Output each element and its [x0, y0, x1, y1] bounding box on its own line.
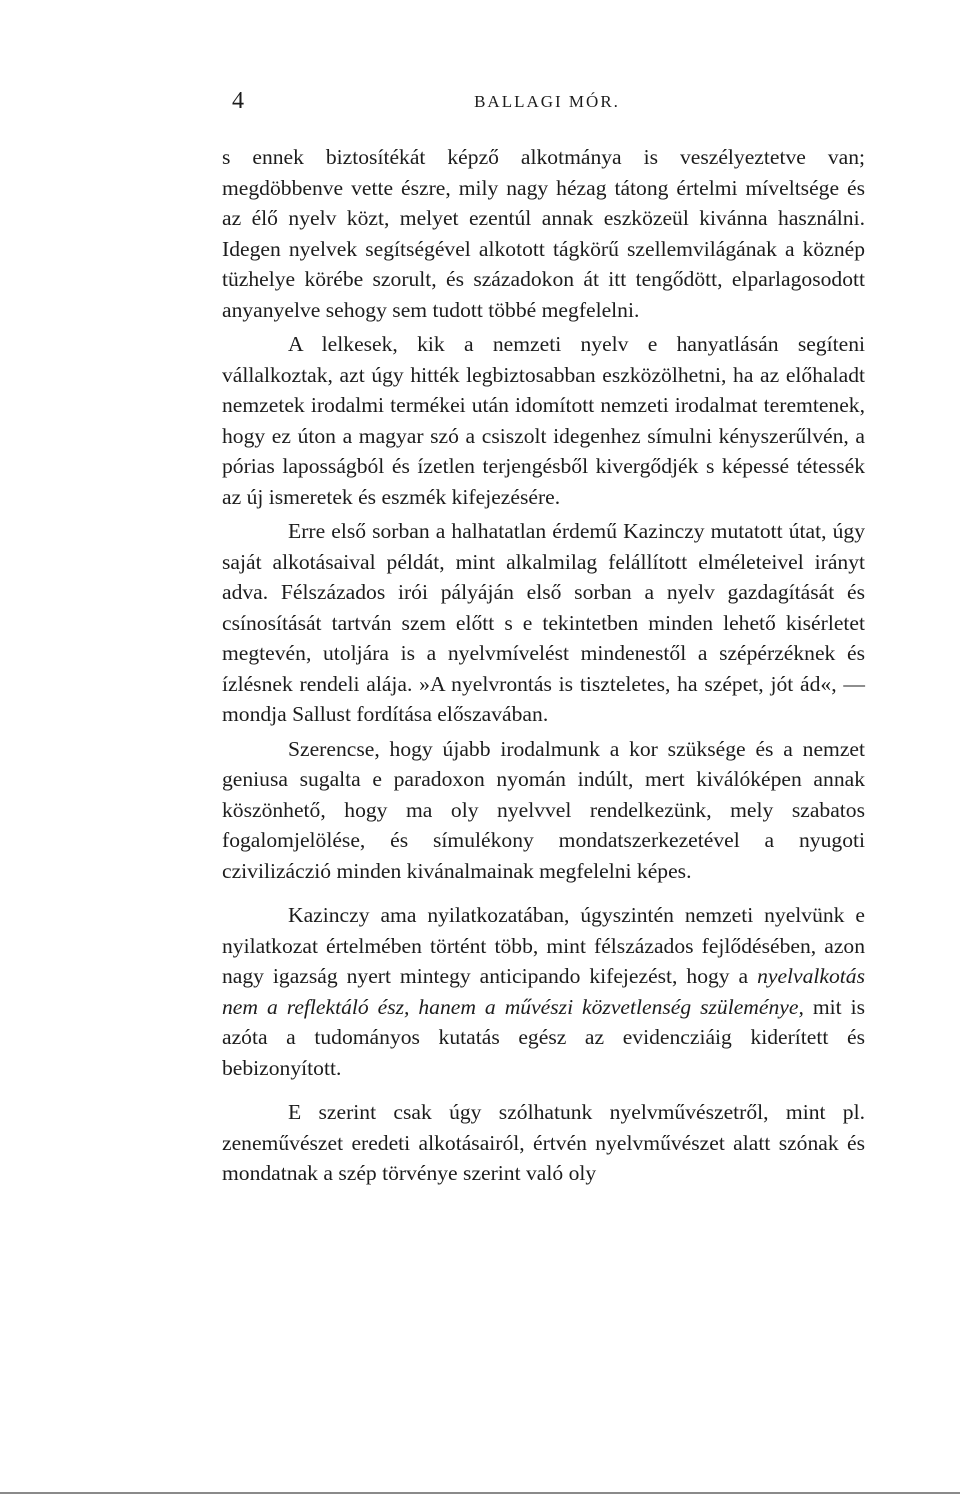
- text-segment: E szerint csak úgy szólhatunk nyelvművészetről, mint pl. zeneművészet eredeti alkotásairól, értvén nyelvművészet alatt szónak és mondatnak a szép törvénye szerint való oly: [222, 1100, 865, 1185]
- text-segment: s ennek biztosítékát képző alkotmánya is veszélyeztetve van; megdöbbenve vette észre, mily nagy hézag tátong értelmi míveltsége és az élő nyelv közt, melyet ezentúl annak eszközeül kivánna használni. Idegen nyelvek segítségével alkotott tágkörű szellemvilágának a köznép tüzhelye körébe szorult, és századokon át itt tengődött, elparlagosodott anyanyelve sehogy sem tudott többé megfelelni.: [222, 145, 865, 322]
- text-segment: A lelkesek, kik a nemzeti nyelv e hanyatlásán segíteni vállalkoztak, azt úgy hitték legbiztosabban eszközölhetni, ha az előhaladt nemzetek irodalmi termékei után idomított nemzeti irodalmat teremtenek, hogy ez úton a magyar szó a csiszolt idegenhez símulni kényszerűlvén, a pórias laposságból és ízetlen terjengésből kivergődjék s képessé tétessék az új ismeretek és eszmék kifejezésére.: [222, 332, 865, 509]
- page-number: 4: [232, 88, 244, 114]
- scan-edge-line: [0, 1492, 960, 1495]
- paragraph: [222, 142, 865, 325]
- running-title: BALLAGI MÓR.: [474, 92, 620, 111]
- paragraph: [222, 516, 865, 730]
- paragraph: [222, 329, 865, 512]
- scan-bottom-edge: [0, 1492, 960, 1495]
- running-header: [232, 88, 862, 118]
- text-segment: Szerencse, hogy újabb irodalmunk a kor szüksége és a nemzet geniusa sugalta e paradoxon nyomán indúlt, mert kiválóképen annak köszönhető, hogy ma oly nyelvvel rendelkezünk, mely szabatos fogalomjelölése, és símulékony mondatszerkezetével a nyugoti czivilizáczió minden kivánalmainak megfelelni képes.: [222, 736, 865, 883]
- text-segment: mit is azóta a tudományos kutatás egész az evidencziáig kiderített és bebizonyított.: [222, 994, 865, 1080]
- paragraph: [222, 900, 865, 1083]
- text-segment: Kazinczy ama nyilatkozatában, úgyszintén nemzeti nyelvünk e nyilatkozat értelmében történt több, mint félszázados fejlődésében, azon nagy igazság nyert mintegy anticipando kifejezést, hogy a: [222, 903, 865, 988]
- paragraph: [222, 734, 865, 887]
- text-segment: Erre első sorban a halhatatlan érdemű Kazinczy mutatott útat, úgy saját alkotásaival példát, mint alkalmilag felállított elméleteivel irányt adva. Félszázados irói pályáján első sorban a nyelv gazdagítását és csínosítását tartván szem előtt s e tekintetben minden lehető kisérletet megtevén, utoljára is a nyelvmívelést mindenestől a szépérzéknek és ízlésnek rendeli alája. »A nyelvrontás is tiszteletes, ha szépet, jót ád«, — mondja Sallust fordítása előszavában.: [222, 519, 865, 726]
- paragraph: [222, 1097, 865, 1189]
- italic-phrase: nyelvalkotás nem a reflektáló ész, hanem a művészi közvetlenség szüleménye,: [222, 964, 865, 1019]
- body-text: [222, 142, 865, 1189]
